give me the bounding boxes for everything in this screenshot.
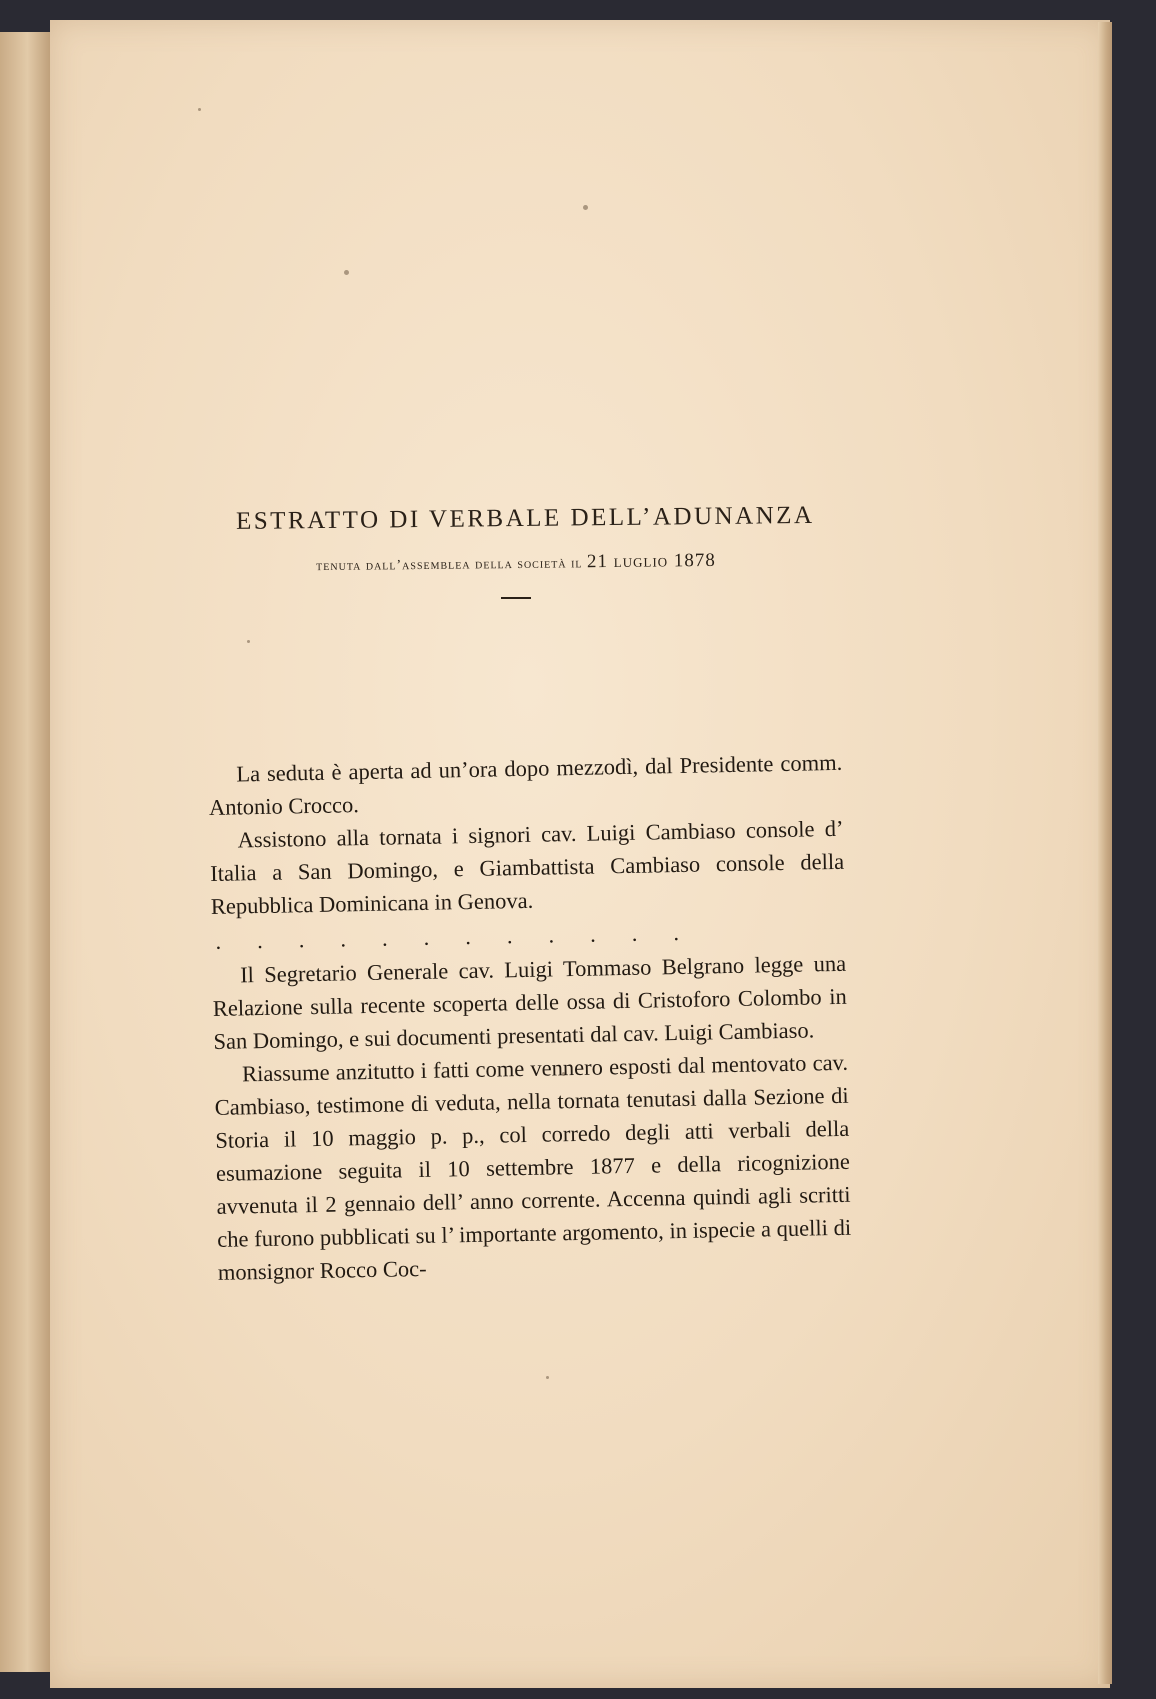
right-page-edge xyxy=(1098,22,1112,1684)
paragraph: Il Segretario Generale cav. Luigi Tommaso Belgrano legge una Relazione sulla recente scoperta delle ossa di Cristoforo Colombo in San Domingo, e sui documenti presentati dal cav. Luigi Cambiaso. xyxy=(212,950,847,1054)
paper-speck xyxy=(344,270,349,275)
document-heading: ESTRATTO DI VERBALE DELL’ADUNANZA xyxy=(235,501,815,535)
body-text xyxy=(208,746,852,1289)
left-page-edge xyxy=(0,32,52,1672)
paragraph: La seduta è aperta ad un’ora dopo mezzodì, dal Presidente comm. Antonio Crocco. xyxy=(208,749,843,820)
paper-speck xyxy=(583,205,588,210)
paper-speck xyxy=(198,108,201,111)
ellipsis-line: ............ xyxy=(215,919,716,954)
heading-divider xyxy=(501,597,531,599)
paper-speck xyxy=(546,1376,549,1379)
subheading-date: 21 luglio 1878 xyxy=(586,549,716,573)
paper-speck xyxy=(247,640,250,643)
paragraph: Assistono alla tornata i signori cav. Luigi Cambiaso console d’ Italia a San Domingo, e Giambattista Cambiaso console della Repubblica Dominicana in Genova. xyxy=(209,815,845,919)
paragraph: Riassume anzitutto i fatti come vennero esposti dal mentovato cav. Cambiaso, testimone di veduta, nella tornata tenutasi dalla Sezione di Storia il 10 maggio p. p., col corredo degli atti verbali della esumazione seguita il 10 settembre 1877 e della ricognizione avvenuta il 2 gennaio dell’ anno corrente. Accenna quindi agli scritti che furono pubblicati su l’ importante argomento, in ispecie a quelli di monsignor Rocco Coc- xyxy=(214,1049,852,1285)
subheading-text: tenuta dall’assemblea della società il xyxy=(316,556,583,575)
